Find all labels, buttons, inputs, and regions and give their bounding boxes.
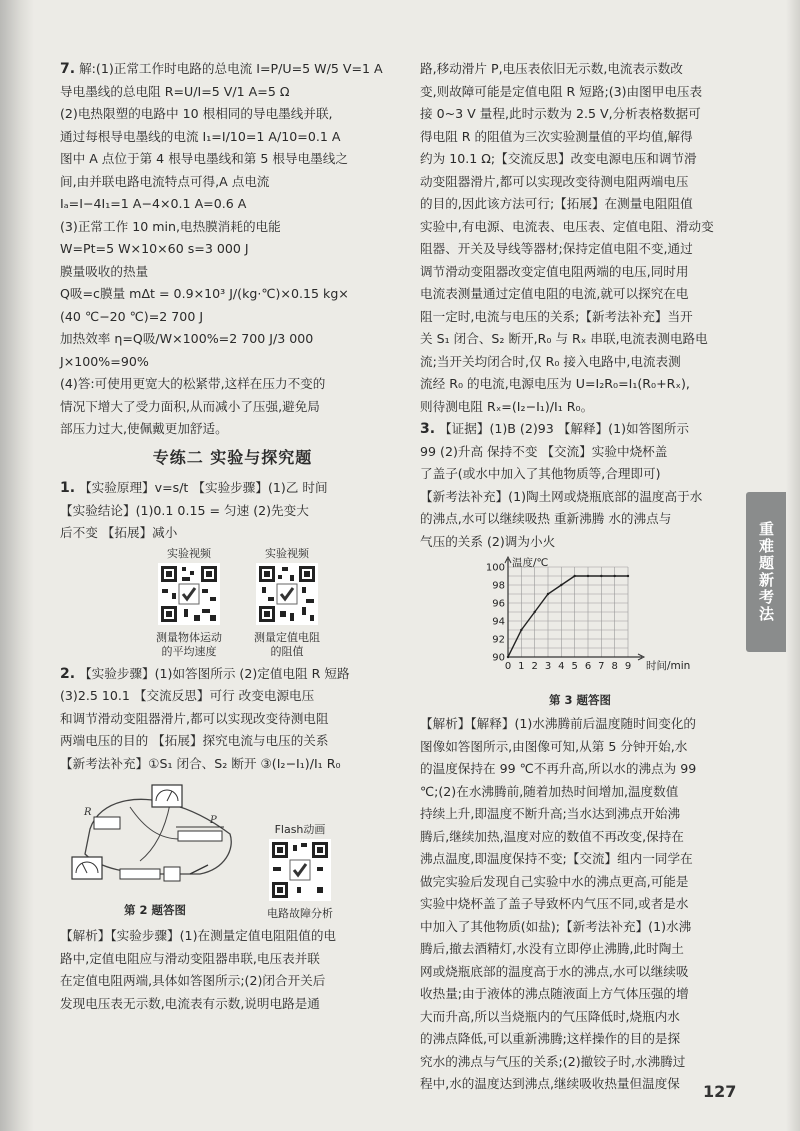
x-tick-label: 8: [611, 661, 618, 672]
r-line-16: 则待测电阻 Rₓ=(I₂−I₁)/I₁ R₀。: [420, 398, 594, 414]
q3-analysis-16: 究水的沸点与气压的关系;(2)撤铰子时,水沸腾过: [420, 1053, 686, 1069]
qr-code-icon: [256, 563, 318, 625]
flash-animation-qr[interactable]: [260, 823, 340, 921]
x-tick-label: 7: [598, 661, 605, 672]
q3-analysis-8: 做完实验后发现自己实验中水的沸点更高,可能是: [420, 873, 689, 889]
q3-line-6: 气压的关系 (2)调为小火: [420, 533, 556, 549]
qr-caption: 测量物体运动的平均速度: [156, 630, 222, 658]
qr-code-icon: [158, 563, 220, 625]
qr-caption: 电路故障分析: [267, 907, 333, 920]
q2-line-2: (3)2.5 10.1 【交流反思】可行 改变电源电压: [60, 688, 315, 703]
q3-line-1: 3. 【证据】(1)B (2)93 【解释】(1)如答图所示: [420, 421, 689, 437]
q3-analysis-11: 腾后,撤去酒精灯,水没有立即停止沸腾,此时陶土: [420, 941, 684, 956]
q7-line-6: 间,由并联电路电流特点可得,A 点电流: [60, 173, 270, 189]
q3-line-3: 了盖子(或水中加入了其他物质等,合理即可): [420, 466, 661, 481]
data-point: [613, 575, 615, 577]
x-tick-label: 6: [584, 661, 592, 672]
q2-line-1: 2. 【实验步骤】(1)如答图所示 (2)定值电阻 R 短路: [60, 665, 350, 682]
question-number: 1.: [60, 480, 76, 496]
q2-line-3: 和调节滑动变阻器滑片,都可以实现改变待测电阻: [60, 710, 329, 726]
r-line-4: 得电阻 R 的阻值为三次实验测量值的平均值,解得: [420, 128, 693, 144]
r-line-8: 实验中,有电源、电流表、电压表、定值电阻、滑动变: [420, 218, 714, 234]
left-column: [60, 58, 405, 1015]
q3-analysis-12: 网或烧瓶底部的温度高于水的沸点,水可以继续吸: [420, 963, 689, 979]
qr-code-icon: [269, 839, 331, 901]
x-tick-label: 4: [558, 661, 565, 672]
figure-caption: 第 2 题答图: [123, 902, 186, 917]
q7-line-11: Q吸=c膜量 mΔt = 0.9×10³ J/(kg·℃)×0.15 kg×: [60, 286, 349, 301]
question-number: 2.: [60, 665, 76, 682]
svg-text:P: P: [210, 815, 217, 826]
x-axis-label: 时间/min: [646, 660, 691, 672]
q7-line-13: 加热效率 η=Q吸/W×100%=2 700 J/3 000 J×100%=90%: [60, 331, 314, 369]
x-tick-label: 1: [518, 661, 525, 672]
q7-line-14: (4)答:可使用更宽大的松紧带,这样在压力不变的: [60, 376, 326, 391]
q7-line-2: 导电墨线的总电阻 R=U/I=5 V/1 A=5 Ω: [60, 83, 290, 99]
q3-line-2: 99 (2)升高 保持不变 【交流】实验中烧杯盖: [420, 443, 668, 459]
q7-line-15: 情况下增大了受力面积,从而减小了压强,避免局: [60, 398, 320, 414]
chart-svg: [480, 555, 691, 681]
y-tick-label: 100: [485, 562, 505, 574]
q3-analysis-10: 中加入了其他物质(如盐);【新考法补充】(1)水沸: [420, 918, 692, 934]
q3-analysis-3: 的温度保持在 99 ℃不再升高,所以水的沸点为 99: [420, 761, 697, 776]
r-line-11: 电流表测量通过定值电阻的电流,就可以探究在电: [420, 286, 689, 301]
q7-line-16: 部压力过大,使佩戴更加舒适。: [60, 421, 228, 436]
q7-line-9: W=Pt=5 W×10×60 s=3 000 J: [60, 241, 249, 256]
r-line-13: 关 S₁ 闭合、S₂ 断开,R₀ 与 Rₓ 串联,电流表测电路电: [420, 331, 708, 346]
r-line-10: 调节滑动变阻器改变定值电阻两端的电压,同时用: [420, 263, 689, 279]
q2-analysis-4: 发现电压表无示数,电流表有示数,说明电路是通: [60, 995, 320, 1011]
y-axis-label: 温度/℃: [512, 557, 549, 569]
y-tick-label: 98: [492, 580, 505, 592]
x-tick-label: 0: [504, 661, 512, 672]
figure-caption: 第 3 题答图: [548, 692, 611, 707]
data-point: [507, 656, 509, 658]
r-line-5: 约为 10.1 Ω;【交流反思】改变电源电压和调节滑: [420, 151, 697, 166]
q1-line-2: 【实验结论】(1)0.1 0.15 = 匀速 (2)先变大: [60, 502, 309, 518]
svg-text:R: R: [84, 807, 92, 818]
data-point: [600, 575, 602, 577]
x-tick-label: 2: [531, 661, 538, 672]
data-point: [547, 593, 549, 595]
data-point: [533, 611, 535, 613]
q7-line-8: (3)正常工作 10 min,电热膜消耗的电能: [60, 218, 281, 234]
book-spine-shadow: [0, 0, 34, 1131]
q7-line-5: 图中 A 点位于第 4 根导电墨线和第 5 根导电墨线之: [60, 151, 348, 166]
q3-line-4: 【新考法补充】(1)陶土网或烧瓶底部的温度高于水: [420, 488, 703, 504]
circuit-figure: [60, 779, 250, 921]
x-tick-label: 3: [544, 661, 552, 672]
circuit-diagram: [60, 779, 250, 891]
q2-line-5: 【新考法补充】①S₁ 闭合、S₂ 断开 ③(I₂−I₁)/I₁ R₀: [60, 755, 341, 771]
r-line-15: 流经 R₀ 的电流,电源电压为 U=I₂R₀=I₁(R₀+Rₓ),: [420, 376, 690, 391]
r-line-2: 变,则故障可能是定值电阻 R 短路;(3)由图甲电压表: [420, 83, 703, 99]
right-column: [420, 58, 745, 1096]
r-line-12: 阻一定时,电流与电压的关系;【新考法补充】当开: [420, 308, 693, 324]
q3-analysis-15: 的沸点降低,可以重新沸腾;这样操作的目的是探: [420, 1031, 681, 1046]
y-tick-label: 96: [492, 598, 505, 610]
data-point: [560, 584, 562, 586]
question-number: 7.: [60, 61, 76, 77]
qr-code-row: [155, 547, 405, 659]
qr-title: 实验视频: [167, 546, 211, 560]
r-line-1: 路,移动滑片 P,电压表依旧无示数,电流表示数改: [420, 61, 683, 76]
q3-analysis-1: 【解析】【解释】(1)水沸腾前后温度随时间变化的: [420, 716, 697, 731]
question-number: 3.: [420, 421, 436, 437]
qr-video-1[interactable]: [155, 547, 223, 659]
q7-line-10: 膜量吸收的热量: [60, 263, 149, 279]
q3-analysis-2: 图像如答图所示,由图像可知,从第 5 分钟开始,水: [420, 738, 688, 754]
series-line: [508, 576, 628, 657]
q3-analysis-4: ℃;(2)在水沸腾前,随着加热时间增加,温度数值: [420, 783, 679, 799]
r-line-3: 接 0~3 V 量程,此时示数为 2.5 V,分析表格数据可: [420, 106, 701, 121]
y-tick-label: 94: [492, 616, 505, 628]
q7-line-7: Iₐ=I−4I₁=1 A−4×0.1 A=0.6 A: [60, 196, 247, 211]
q7-line-3: (2)电热限塑的电路中 10 根相同的导电墨线并联,: [60, 106, 333, 121]
q3-analysis-6: 腾后,继续加热,温度对应的数值不再改变,保持在: [420, 828, 684, 844]
y-tick-label: 90: [492, 652, 505, 664]
x-tick-label: 9: [624, 661, 632, 672]
q3-analysis-17: 程中,水的温度达到沸点,继续吸收热量但温度保: [420, 1076, 680, 1091]
q3-line-5: 的沸点,水可以继续吸热 重新沸腾 水的沸点与: [420, 511, 672, 526]
q1-line-3: 后不变 【拓展】减小: [60, 525, 178, 540]
q3-analysis-9: 实验中烧杯盖了盖子导致杯内气压不同,或者是水: [420, 896, 689, 911]
q3-analysis-13: 收热量;由于液体的沸点随液面上方气体压强的增: [420, 986, 689, 1001]
q7-line-1: 7. 解:(1)正常工作时电路的总电流 I=P/U=5 W/5 V=1 A: [60, 61, 383, 77]
q7-line-12: (40 ℃−20 ℃)=2 700 J: [60, 308, 204, 324]
qr-title: 实验视频: [265, 546, 309, 560]
q1-line-1: 1. 【实验原理】v=s/t 【实验步骤】(1)乙 时间: [60, 480, 328, 496]
temperature-chart: [480, 555, 691, 711]
side-tab: 重难题新考法: [746, 492, 786, 652]
q3-analysis-5: 持续上升,即温度不断升高;当水达到沸点开始沸: [420, 806, 681, 821]
section-title: 专练二 实验与探究题: [152, 447, 313, 467]
r-line-7: 的目的,因此该方法可行;【拓展】在测量电阻阻值: [420, 196, 693, 211]
page-edge-shadow: [786, 0, 800, 1131]
qr-video-2[interactable]: [253, 547, 321, 659]
q2-analysis-2: 路中,定值电阻应与滑动变阻器串联,电压表并联: [60, 950, 320, 966]
figure-row: [60, 779, 405, 921]
y-tick-label: 92: [492, 634, 505, 646]
q3-analysis-7: 沸点温度,即温度保持不变;【交流】组内一同学在: [420, 851, 693, 866]
data-point: [587, 575, 589, 577]
page-number: 127: [703, 1082, 737, 1101]
qr-title: Flash动画: [274, 823, 326, 836]
data-point: [573, 575, 575, 577]
data-point: [627, 575, 629, 577]
r-line-6: 动变阻器滑片,都可以实现改变待测电阻两端电压: [420, 173, 689, 189]
q3-analysis-14: 大而升高,所以当烧瓶内的气压降低时,烧瓶内水: [420, 1008, 680, 1024]
q2-analysis-3: 在定值电阻两端,具体如答图所示;(2)闭合开关后: [60, 973, 326, 988]
qr-caption: 测量定值电阻的阻值: [254, 630, 320, 658]
data-point: [520, 629, 522, 631]
r-line-9: 阻器、开关及导线等器材;保持定值电阻不变,通过: [420, 241, 693, 256]
r-line-14: 流;当开关均闭合时,仅 R₀ 接入电路中,电流表测: [420, 353, 681, 369]
x-tick-label: 5: [571, 661, 578, 672]
q2-analysis-1: 【解析】【实验步骤】(1)在测量定值电阻阻值的电: [60, 928, 337, 943]
q7-line-4: 通过每根导电墨线的电流 I₁=I/10=1 A/10=0.1 A: [60, 128, 341, 144]
q2-line-4: 两端电压的目的 【拓展】探究电流与电压的关系: [60, 733, 329, 748]
